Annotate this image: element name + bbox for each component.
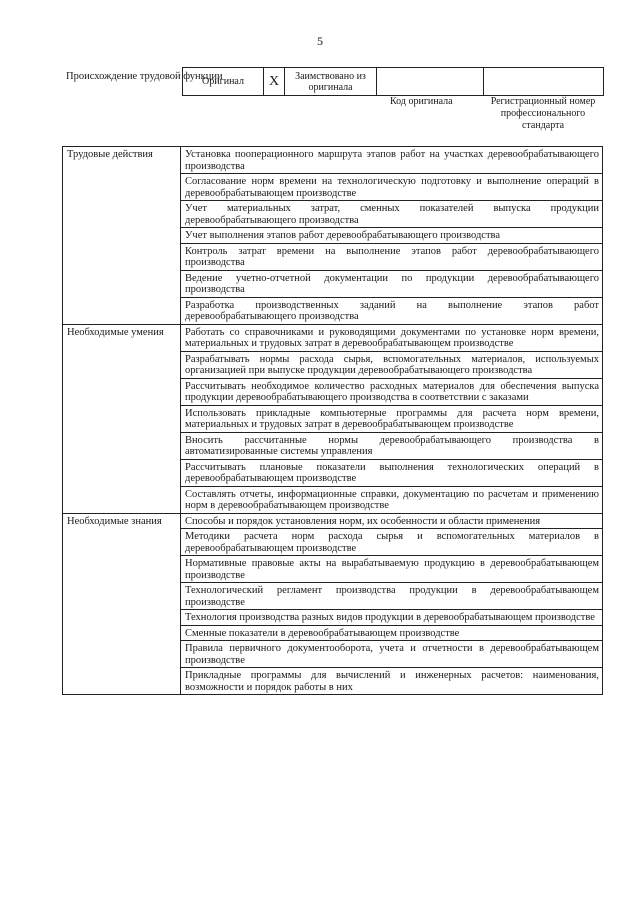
description-cell: Контроль затрат времени на выполнение этапов работ деревообрабатывающего производства — [181, 243, 603, 270]
table-row — [63, 324, 603, 351]
description-cell: Разработка производственных заданий на выполнение этапов работ деревообрабатывающего производства — [181, 297, 603, 324]
code-label: Код оригинала — [390, 96, 453, 107]
description-cell: Использовать прикладные компьютерные программы для расчета норм времени, материальных и трудовых затрат в деревообрабатывающем производстве — [181, 405, 603, 432]
page-number: 5 — [317, 34, 323, 48]
origin-box — [182, 67, 604, 96]
description-cell: Правила первичного документооборота, учета и отчетности в деревообрабатывающем производстве — [181, 641, 603, 668]
function-table — [62, 146, 603, 695]
description-cell: Способы и порядок установления норм, их особенности и области применения — [181, 513, 603, 529]
original-mark: X — [264, 68, 285, 95]
description-cell: Технология производства разных видов продукции в деревообрабатывающем производстве — [181, 610, 603, 626]
original-cell: Оригинал — [183, 68, 264, 95]
table-row — [63, 513, 603, 529]
description-cell: Рассчитывать необходимое количество расходных материалов для обеспечения выпуска продукции деревообрабатывающего производства в соответствии с заказами — [181, 378, 603, 405]
description-cell: Учет выполнения этапов работ деревообрабатывающего производства — [181, 228, 603, 244]
description-cell: Разрабатывать нормы расхода сырья, вспомогательных материалов, используемых организацией при выпуске продукции деревообрабатывающего производства — [181, 351, 603, 378]
description-cell: Методики расчета норм расхода сырья и вспомогательных материалов в деревообрабатывающем производстве — [181, 529, 603, 556]
table-row — [63, 147, 603, 174]
origin-label: Происхождение трудовой функции — [66, 71, 223, 82]
description-cell: Технологический регламент производства продукции в деревообрабатывающем производстве — [181, 583, 603, 610]
original-code-cell — [377, 68, 484, 95]
description-cell: Прикладные программы для вычислений и инженерных расчетов: наименования, возможности и порядок работы в них — [181, 668, 603, 695]
description-cell: Установка пооперационного маршрута этапов работ на участках деревообрабатывающего производства — [181, 147, 603, 174]
description-cell: Согласование норм времени на технологическую подготовку и выполнение операций в деревообрабатывающем производстве — [181, 174, 603, 201]
registration-label: Регистрационный номер профессионального стандарта — [490, 96, 596, 131]
description-cell: Учет материальных затрат, сменных показателей выпуска продукции деревообрабатывающего производства — [181, 201, 603, 228]
description-cell: Работать со справочниками и руководящими документами по установке норм времени, материальных и трудовых затрат в деревообрабатывающем производстве — [181, 324, 603, 351]
category-cell: Трудовые действия — [63, 147, 181, 325]
registration-number-cell — [484, 68, 603, 95]
description-cell: Ведение учетно-отчетной документации по продукции деревообрабатывающего производства — [181, 270, 603, 297]
category-cell: Необходимые знания — [63, 513, 181, 695]
category-cell: Необходимые умения — [63, 324, 181, 513]
description-cell: Составлять отчеты, информационные справки, документацию по расчетам и применению норм в деревообрабатывающем производстве — [181, 486, 603, 513]
borrowed-cell: Заимствовано из оригинала — [285, 68, 377, 95]
description-cell: Сменные показатели в деревообрабатывающем производстве — [181, 625, 603, 641]
description-cell: Вносить рассчитанные нормы деревообрабатывающего производства в автоматизированные системы управления — [181, 432, 603, 459]
description-cell: Нормативные правовые акты на вырабатываемую продукцию в деревообрабатывающем производстве — [181, 556, 603, 583]
description-cell: Рассчитывать плановые показатели выполнения технологических операций в деревообрабатывающем производстве — [181, 459, 603, 486]
